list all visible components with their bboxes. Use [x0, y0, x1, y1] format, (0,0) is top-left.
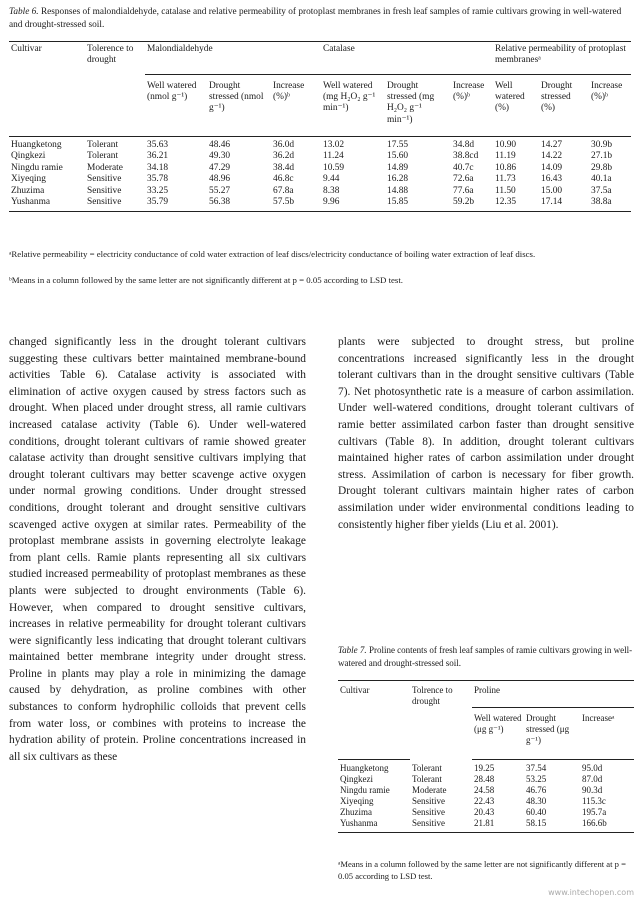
table6-cell: 27.1b — [591, 151, 613, 162]
table6-sub-cat-increase: Increase (%)ᵇ — [451, 74, 493, 137]
table7-cell: Sensitive — [412, 796, 445, 806]
table6-cell: 59.2b — [451, 197, 493, 212]
table6-cell-cultivar: Zhuzima — [11, 185, 45, 196]
table7-group-header-row — [338, 685, 634, 707]
table6-cell: 36.21 — [147, 151, 169, 162]
table7-header-tolerance: Tolrence to drought — [412, 685, 453, 706]
table6-cell: 40.1a — [591, 174, 612, 185]
table6-cell: 33.25 — [147, 185, 169, 196]
table6-caption — [9, 6, 631, 31]
table6-cell: 34.18 — [147, 162, 169, 173]
table6-cell: Tolerant — [87, 140, 119, 150]
table7-row — [338, 760, 634, 775]
table7-cell: Tolerant — [412, 762, 442, 773]
table7-row — [338, 807, 634, 818]
table7-cell: 166.6b — [580, 818, 634, 833]
table6-header-cultivar: Cultivar — [11, 44, 42, 54]
table6-row — [9, 197, 631, 212]
table6-cell: Moderate — [87, 162, 123, 173]
table6-cell: 9.96 — [321, 197, 385, 212]
table7-cell: 21.81 — [472, 818, 524, 833]
table7-cell: 87.0d — [582, 774, 603, 784]
table6-cell: 29.8b — [591, 162, 613, 173]
table6-cell-cultivar: Yushanma — [9, 197, 85, 212]
table6-row — [9, 186, 631, 197]
table6-cell: 35.79 — [145, 197, 207, 212]
table6-cell: 11.19 — [495, 151, 516, 162]
table7-sub-drought: Drought stressed (μg g⁻¹) — [524, 707, 580, 760]
table6-header-malondialdehyde: Malondialdehyde — [145, 44, 321, 74]
table6-cell: 11.73 — [495, 174, 516, 185]
table6-cell: 11.50 — [495, 185, 516, 196]
body-left-paragraph: changed significantly less in the drought tolerant cultivars suggesting these cultivars better maintained membrane-bound activities Table 6). Catalase activity is associated with elimination of active oxygen caused by stress factors such as drought. When placed under drought stress, all ramie cultivars increased catalase activity (Table 6). Under well-watered conditions, drought tolerant cultivars of ramie showed greater calatase activity than drought sensitive cultivars implying that drought tolerant cultivars may better scavenge active oxygen under normal growing conditions. Under drought stressed conditions, drought tolerant and drought sensitive cultivars scavenged active oxygen at similar rates. Permeability of the protoplast membrane assists in governing electrolyte leakage from plant cells. Ramie plants representing all six cultivars studied increased permeability of protoplast membranes as these plants were subjected to drought environments (Table 6). However, when compared to drought sensitive cultivars, increases in relative permeability for drought tolerant cultivars were significantly less indicating that drought tolerant cultivars maintained better membrane integrity under drought stress. Proline in plants may play a role in minimizing the damage caused by dehydration, as proline combines with other substances to conform hydrophilic colloids that prevent cells from water loss, or combines with proteins to increase the hydration ability of protein. Proline concentrations increased in all six cultivars as these — [9, 336, 306, 763]
table6-cell: 67.8a — [273, 185, 294, 196]
table6-top-rule — [9, 41, 631, 42]
table7-cell: 90.3d — [582, 785, 603, 795]
table7-cell: Sensitive — [410, 818, 472, 833]
table6 — [9, 44, 631, 212]
table6-row — [9, 174, 631, 185]
table7-footnote-a: ᵃMeans in a column followed by the same letter are not significantly different at p = 0.05 according to LSD test. — [338, 859, 626, 881]
table7-sub-increase: Increaseᵃ — [580, 707, 634, 760]
table6-cell: 49.30 — [209, 151, 231, 162]
table6-row — [9, 137, 631, 152]
table6-cell: 38.8a — [589, 197, 631, 212]
body-right-paragraph: plants were subjected to drought stress, but proline concentrations increased significantly less in the drought tolerant cultivars than in the drought sensitive cultivars (Table 7). Net photosynthetic rate is a measure of carbon assimilation. Under well-watered conditions, drought tolerant cultivars of ramie better assimilated carbon faster than drought sensitive cultivars (Table 8). In addition, drought tolerant cultivars maintained higher rates of carbon assimilation under drought stress. Assimilation of carbon is necessary for fiber growth. Drought tolerant cultivars maintain higher rates of carbon assimilation under wider environmental conditions leading to consistently higher fiber yields (Liu et al. 2001). — [338, 336, 634, 531]
table7-cell-cultivar: Yushanma — [338, 818, 410, 833]
table7-header-cultivar: Cultivar — [340, 685, 370, 695]
table6-cell: 48.46 — [209, 140, 231, 150]
table6-cell: 47.29 — [209, 162, 231, 173]
table7-sub-well: Well watered (μg g⁻¹) — [472, 707, 524, 760]
table6-cell: 35.63 — [147, 140, 169, 150]
table6-cell: 13.02 — [323, 140, 345, 150]
table6-cell: 15.85 — [385, 197, 451, 212]
table6-header-tolerance: Tolerence to drought — [87, 44, 134, 66]
table6-cell: 30.9b — [591, 140, 613, 150]
table7-cell: 46.76 — [526, 785, 547, 795]
table7-header-proline: Proline — [472, 685, 634, 707]
table6-cell-cultivar: Xiyeqing — [11, 174, 46, 185]
table7-cell-cultivar: Qingkezi — [340, 774, 373, 784]
table6-sub-perm-drought: Drought stressed (%) — [539, 74, 589, 137]
table7-cell: 37.54 — [526, 763, 547, 773]
table7-row — [338, 796, 634, 807]
table6-cell: 17.55 — [387, 140, 409, 150]
table6-sub-mda-increase: Increase (%)ᵇ — [271, 74, 321, 137]
table6-label: Table 6. — [9, 7, 39, 17]
table6-cell: 36.0d — [273, 140, 295, 150]
table6-cell: 9.44 — [323, 174, 340, 185]
table7-cell: 195.7a — [582, 807, 607, 817]
table7 — [338, 685, 634, 833]
table6-cell: 10.90 — [495, 140, 517, 150]
table6-cell: 14.88 — [387, 185, 409, 196]
table6-cell-cultivar: Qingkezi — [11, 151, 46, 162]
table6-cell: 14.09 — [541, 162, 563, 173]
table6-cell: 38.4d — [273, 162, 295, 173]
table6-row — [9, 163, 631, 174]
table6-cell: 10.59 — [323, 162, 345, 173]
table6-cell: 77.6a — [453, 185, 474, 196]
watermark: www.intechopen.com — [548, 888, 634, 897]
body-right-column — [338, 334, 634, 533]
table6-cell: 14.27 — [541, 140, 563, 150]
table6-cell: 12.35 — [493, 197, 539, 212]
table7-caption-text: Proline contents of fresh leaf samples of ramie cultivars growing in well-watered and drought-stressed soil. — [338, 645, 633, 668]
table6-cell: 48.96 — [209, 174, 231, 185]
table7-caption — [338, 644, 634, 669]
table7-cell: 20.43 — [474, 807, 495, 817]
table6-cell: 36.2d — [273, 151, 295, 162]
table6-sub-cat-well: Well watered (mg H₂O₂ g⁻¹ min⁻¹) — [321, 74, 385, 137]
table6-cell: 16.43 — [541, 174, 563, 185]
table6-cell: 46.8c — [273, 174, 294, 185]
table7-cell: Tolerant — [412, 774, 442, 784]
table6-sub-perm-increase: Increase (%)ᵇ — [589, 74, 631, 137]
table6-cell: 40.7c — [453, 162, 474, 173]
table6-sub-cat-drought: Drought stressed (mg H₂O₂ g⁻¹ min⁻¹) — [385, 74, 451, 137]
table7-cell-cultivar: Ningdu ramie — [340, 785, 390, 795]
table6-header-catalase: Catalase — [321, 44, 493, 74]
table7-cell: 115.3c — [582, 796, 606, 806]
table6-cell: 8.38 — [323, 185, 340, 196]
table6-cell: 57.5b — [271, 197, 321, 212]
table6-header-permeability: Relative permeability of protoplast membranesᵃ — [493, 44, 631, 74]
table6-cell: 10.86 — [495, 162, 517, 173]
table6-cell-cultivar: Ningdu ramie — [11, 162, 63, 173]
table7-cell-cultivar: Xiyeqing — [340, 796, 374, 806]
table6-cell: 55.27 — [209, 185, 231, 196]
table6-cell: 16.28 — [387, 174, 409, 185]
table6-caption-text: Responses of malondialdehyde, catalase and relative permeability of protoplast membranes in fresh leaf samples of ramie cultivars growing in well-watered and drought-stressed soil. — [9, 7, 622, 30]
table6-sub-mda-drought: Drought stressed (nmol g⁻¹) — [207, 74, 271, 137]
table6-cell: Sensitive — [87, 185, 122, 196]
table6-sub-header-row — [9, 74, 631, 137]
table6-group-header-row — [9, 44, 631, 74]
table6-cell: 14.22 — [541, 151, 563, 162]
table6-cell: 35.78 — [147, 174, 169, 185]
table6-cell: 15.00 — [541, 185, 563, 196]
table7-cell: 24.58 — [474, 785, 495, 795]
table6-sub-perm-well: Well watered (%) — [493, 74, 539, 137]
table6-cell: 37.5a — [591, 185, 612, 196]
table6-cell: 72.6a — [453, 174, 474, 185]
table7-cell: Sensitive — [412, 807, 445, 817]
table6-cell: Sensitive — [85, 197, 145, 212]
table7-cell: 95.0d — [582, 763, 603, 773]
table7-row — [338, 785, 634, 796]
table7-body — [338, 760, 634, 833]
table7-cell: 53.25 — [526, 774, 547, 784]
table6-body — [9, 137, 631, 212]
table6-cell: 56.38 — [207, 197, 271, 212]
table7-cell-cultivar: Huangketong — [340, 763, 389, 773]
table7-cell: 28.48 — [474, 774, 495, 784]
table7-cell-cultivar: Zhuzima — [340, 807, 372, 817]
table6-cell: 34.8d — [453, 140, 475, 150]
table7-cell: 48.30 — [526, 796, 547, 806]
table7-top-rule — [338, 680, 634, 681]
body-left-column — [9, 334, 306, 765]
table6-cell: 14.89 — [387, 162, 409, 173]
table6-cell: 11.24 — [323, 151, 344, 162]
table7-cell: Moderate — [412, 785, 447, 795]
table7-cell: 60.40 — [526, 807, 547, 817]
table7-label: Table 7. — [338, 645, 367, 655]
table6-cell-cultivar: Huangketong — [11, 140, 62, 150]
table7-row — [338, 818, 634, 833]
table7-cell: 58.15 — [524, 818, 580, 833]
table6-cell: Tolerant — [87, 151, 119, 162]
table6-footnote-b: ᵇMeans in a column followed by the same letter are not significantly different at p = 0.05 according to LSD test. — [9, 275, 403, 285]
table6-cell: 38.8cd — [453, 151, 479, 162]
table7-sub-header-row — [338, 707, 634, 760]
table6-cell: Sensitive — [87, 174, 122, 185]
table7-row — [338, 774, 634, 785]
table7-cell: 22.43 — [474, 796, 495, 806]
table6-cell: 17.14 — [539, 197, 589, 212]
table6-sub-mda-well: Well watered (nmol g⁻¹) — [145, 74, 207, 137]
table6-footnote-a: ᵃRelative permeability = electricity conductance of cold water extraction of leaf discs/electricity conductance of boiling water extraction of leaf discs. — [9, 249, 536, 259]
table6-row — [9, 151, 631, 162]
table7-cell: 19.25 — [474, 763, 495, 773]
table6-cell: 15.60 — [387, 151, 409, 162]
